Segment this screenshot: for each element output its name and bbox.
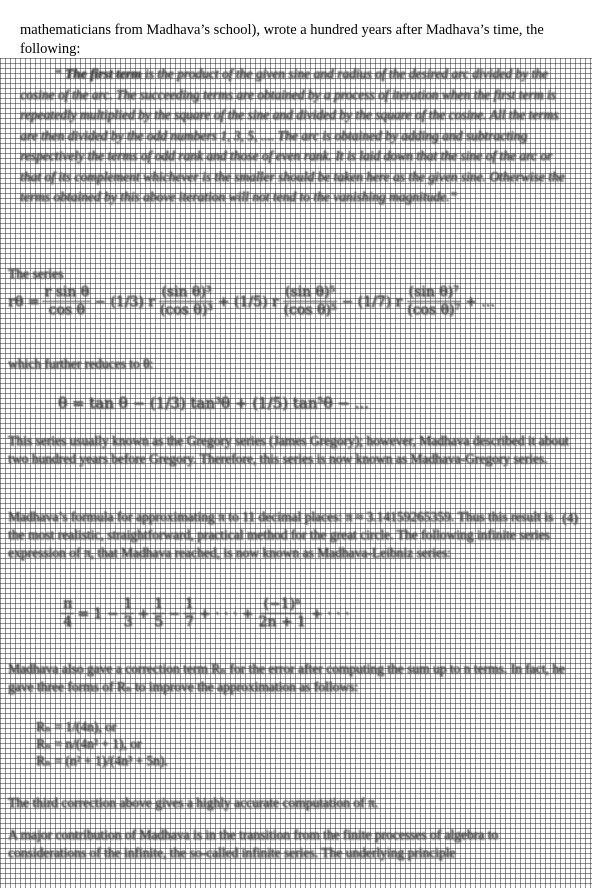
correction-term: Rₙ = (n² + 1)/(4n³ + 5n). xyxy=(36,753,168,768)
eq1-tail: + ... xyxy=(464,293,495,310)
equation-number: (4) xyxy=(562,510,578,525)
eq1-op1: − (1/3) r xyxy=(94,293,155,310)
eq3-term3: $\frac{1}{7}$ xyxy=(184,596,194,630)
eq3-term2: $\frac{1}{5}$ xyxy=(154,596,164,630)
eq3-op3: + · · · + xyxy=(198,605,254,622)
correction-terms xyxy=(36,718,168,769)
tan-equation: θ = tan θ − (1/3) tan³θ + (1/5) tan⁵θ − ... xyxy=(58,394,369,412)
eq1-term3: $\frac{\text{(sin θ)⁵}}{\text{(cos θ)⁵}}$ xyxy=(283,284,337,318)
eq3-op1: + xyxy=(137,605,150,622)
series-equation xyxy=(8,284,495,319)
accuracy-paragraph: The third correction above gives a highly accurate computation of π. xyxy=(8,795,379,810)
quote-paragraph xyxy=(20,64,572,208)
correction-paragraph: Madhava also gave a correction term Rₙ for the error after computing the sum up to n terms. In fact, he gave three forms of Rₙ to improve the approximation as follows: xyxy=(8,661,565,694)
quote-body: is the product of the given sine and radius of the desired arc divided by the cosine of the arc. The succeeding terms are obtained by a process of iteration when the first term is repeatedly multiplied by the square of the sine and divided by the square of the cosine. All the terms are then divided by the odd numbers 1, 3, 5, .... The arc is obtained by adding and subtracting respectively the terms of odd rank and those of even rank. It is laid down that the sine of the arc or that of its complement whichever is the smaller should be taken here as the given sine. Otherwise the terms obtained by this above iteration will not tend to the vanishing magnitude.” xyxy=(20,66,565,204)
eq1-lhs: rθ = xyxy=(8,293,40,310)
eq3-lhs: $\frac{\pi}{4}$ xyxy=(63,596,73,630)
intro-text: mathematicians from Madhava’s school), wrote a hundred years after Madhava’s time, the following: xyxy=(20,21,544,57)
series-label: The series xyxy=(8,266,64,281)
eq3-op2: − xyxy=(168,605,180,622)
leibniz-equation xyxy=(58,596,349,631)
pi-paragraph: Madhava’s formula for approximating π to 11 decimal places: π ≈ 3.14159265359. Thus this result is the most realistic, straightforward, practical method for the great circle. The following infinite series expression of π, that Madhava reached, is now known as Madhava-Leibniz series: xyxy=(8,509,554,560)
eq1-op3: − (1/7) r xyxy=(341,293,403,310)
eq1-term4: $\frac{\text{(sin θ)⁷}}{\text{(cos θ)⁷}}$ xyxy=(407,284,460,318)
correction-term: Rₙ = 1/(4n), or xyxy=(36,719,117,734)
eq3-term4: $\frac{\text{(−1)ⁿ}}{2n + 1}$ xyxy=(258,596,306,630)
gregory-paragraph: This series usually known as the Gregory series (James Gregory); however, Madhava described it about two hundred years before Gregory. Therefore, this series is now known as Madhava-Gregory series. xyxy=(8,433,569,466)
eq1-term1: $\frac{\text{r sin θ}}{\text{cos θ}}$ xyxy=(44,284,90,318)
eq3-mid: = 1 − xyxy=(77,605,119,622)
correction-term: Rₙ = n/(4n² + 1), or xyxy=(36,736,142,751)
reduce-text: which further reduces to θ: xyxy=(8,356,154,371)
contribution-paragraph: A major contribution of Madhava is in the transition from the finite processes of algebra to considerations of the infinite, the so-called infinite series. The underlying principle xyxy=(8,827,499,860)
eq1-op2: + (1/5) r xyxy=(217,293,279,310)
eq1-term2: $\frac{\text{(sin θ)³}}{\text{(cos θ)³}}$ xyxy=(159,284,213,318)
eq3-term1: $\frac{1}{3}$ xyxy=(123,596,133,630)
eq3-tail: + · · · xyxy=(310,605,350,622)
quote-open: “ xyxy=(54,66,65,81)
quote-bold-lead: The first term xyxy=(64,66,142,81)
